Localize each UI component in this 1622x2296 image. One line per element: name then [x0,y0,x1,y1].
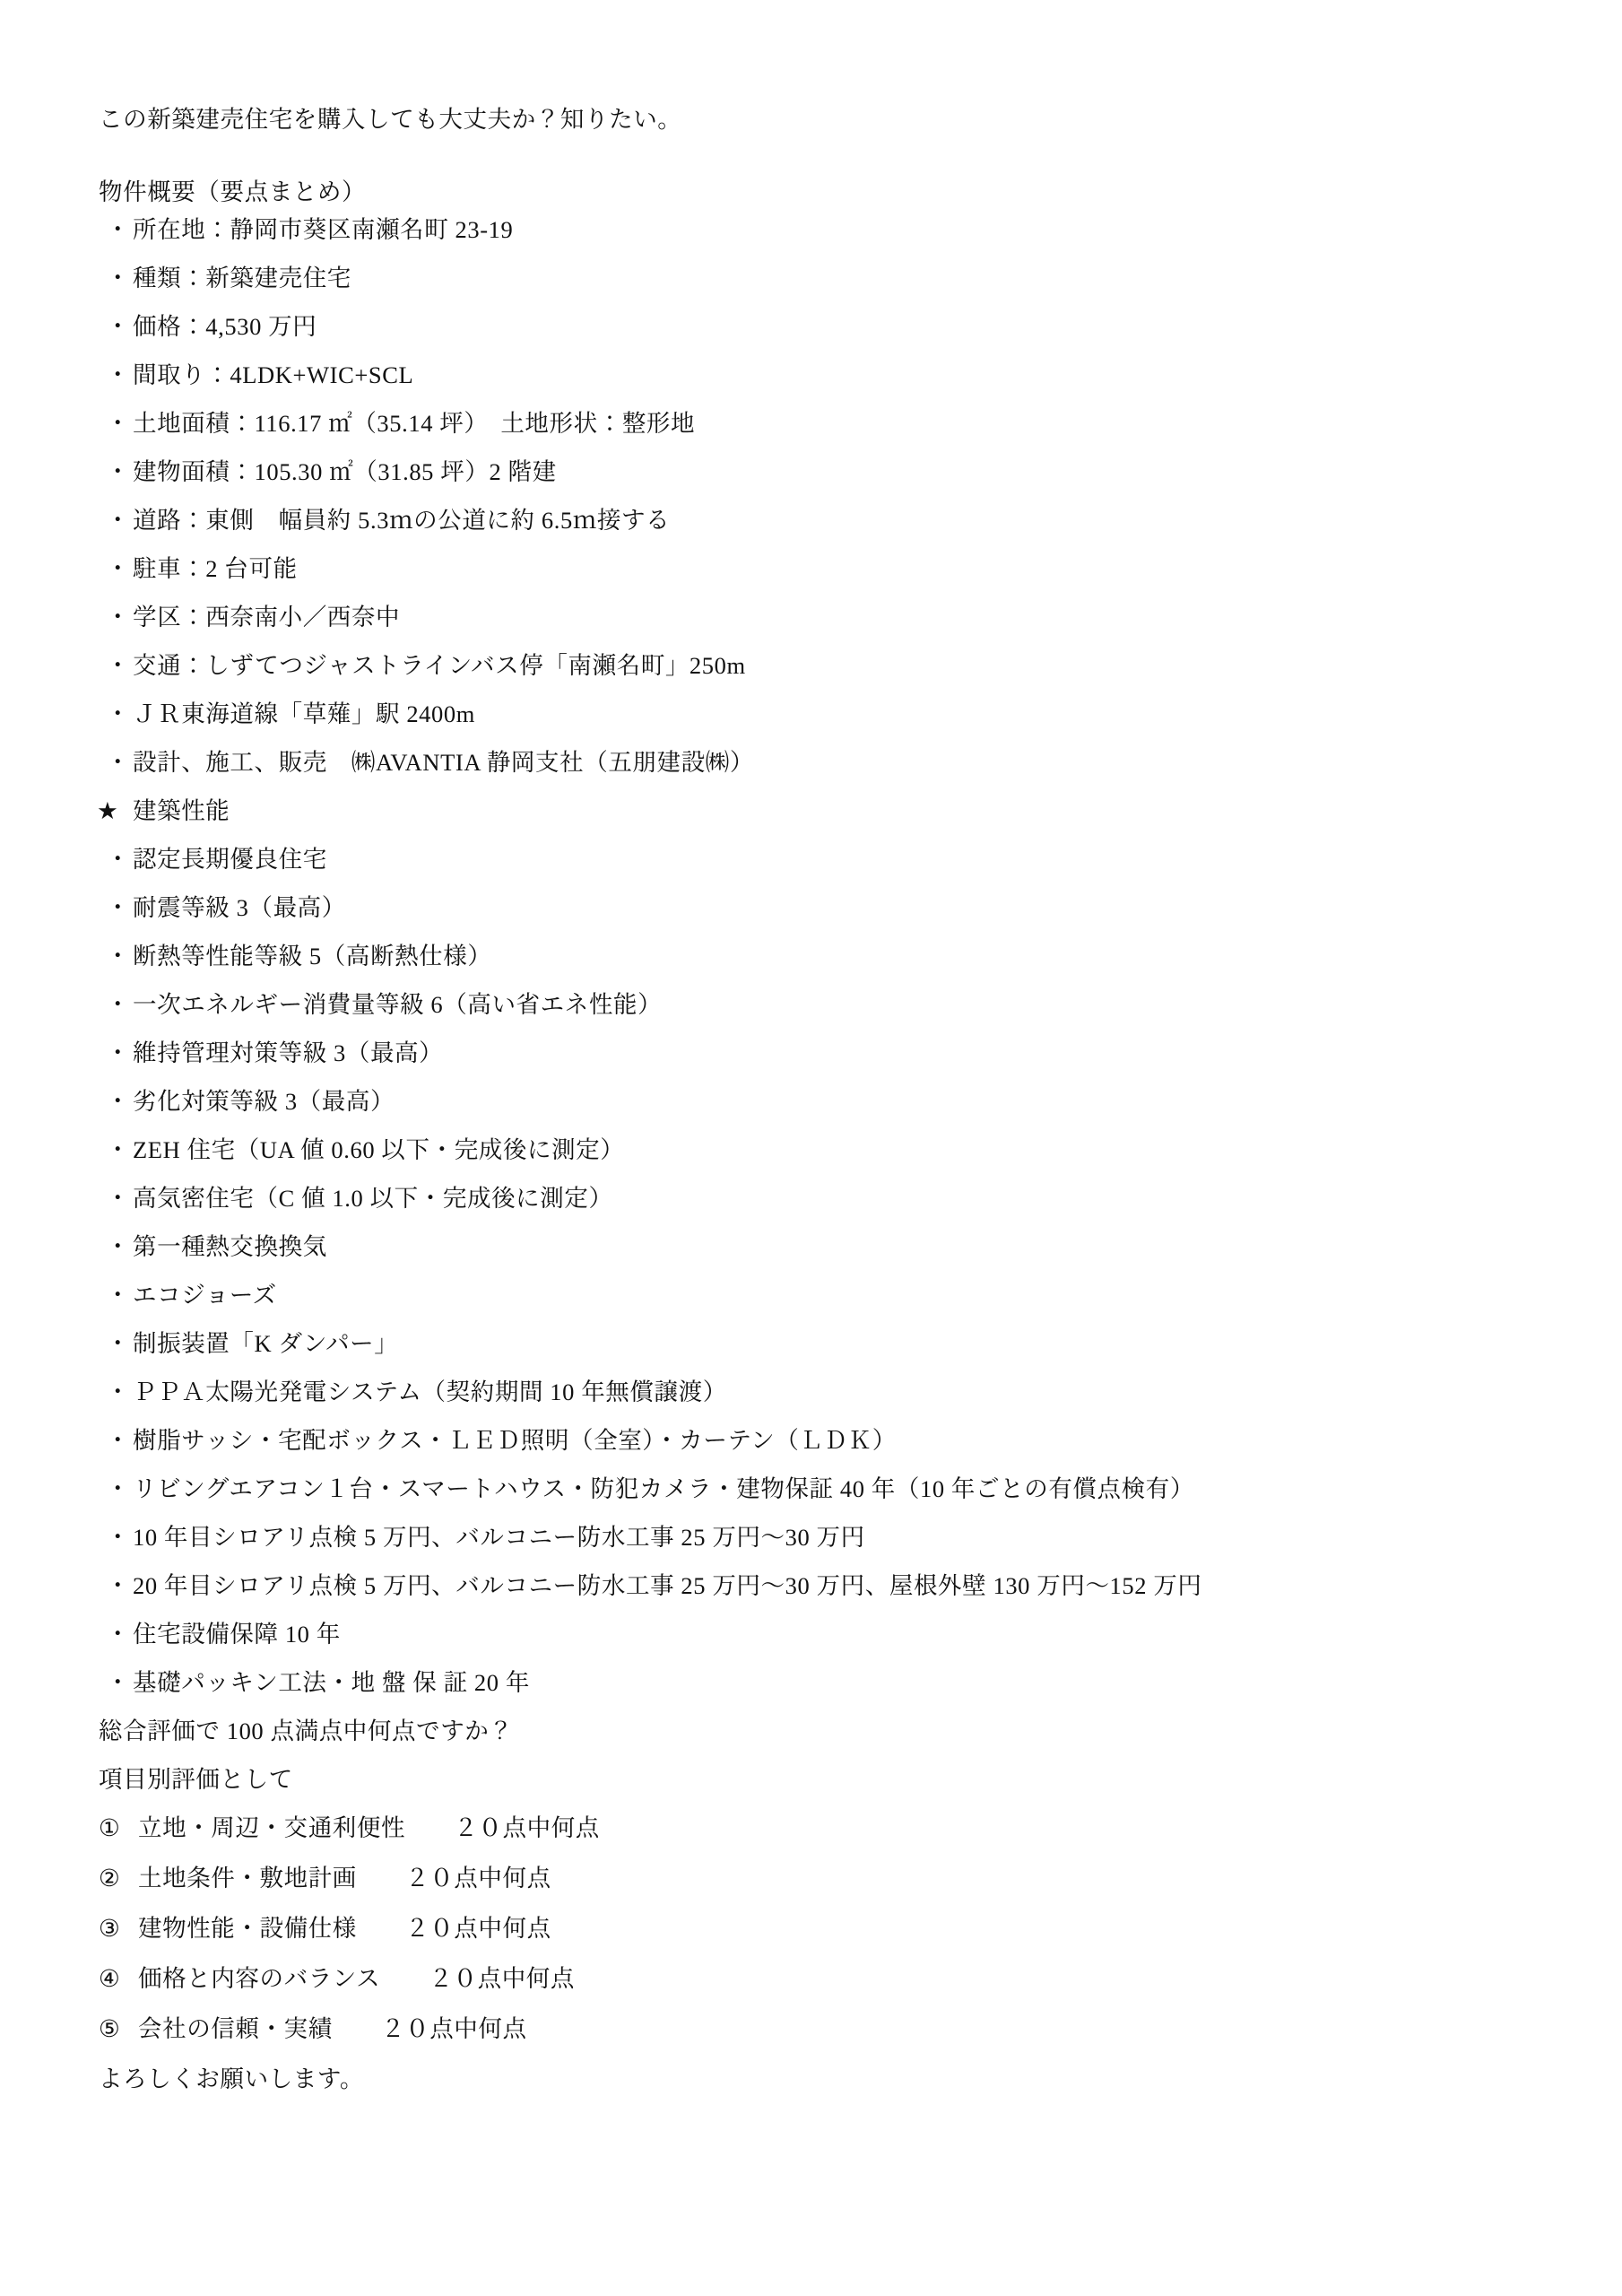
bullet-icon: ・ [106,846,131,873]
list-item-label: 建物性能・設備仕様 ２０点中何点 [138,1915,551,1942]
bullet-icon: ・ [106,1621,131,1648]
list-item-label: 学区：西奈南小／西奈中 [133,604,401,631]
criteria-list [97,1816,1519,2067]
list-item [97,460,1519,509]
list-item [97,1574,1519,1622]
list-item [97,363,1519,412]
list-item-label: ＰＰＡ太陽光発電システム（契約期間 10 年無償譲渡） [133,1378,727,1405]
list-item-label: 制振装置「K ダンパー」 [133,1330,399,1357]
list-item-label: 設計、施工、販売 ㈱AVANTIA 静岡支社（五朋建設㈱） [133,749,754,776]
intro-question: この新築建売住宅を購入しても大丈夫か？知りたい。 [99,106,682,133]
bullet-icon: ・ [106,991,131,1018]
bullet-icon: ・ [106,604,131,631]
list-item-label: 種類：新築建売住宅 [133,265,351,291]
list-item [97,1671,1519,1719]
list-item [97,509,1519,557]
list-item [97,1866,1519,1917]
list-item-label: 維持管理対策等級 3（最高） [133,1039,444,1066]
list-item [97,266,1519,315]
bullet-icon: ・ [106,1378,131,1405]
bullet-icon: ・ [106,1185,131,1212]
list-item [97,2017,1519,2067]
list-item [97,702,1519,751]
list-item-label: リビングエアコン１台・スマートハウス・防犯カメラ・建物保証 40 年（10 年ごとの有償点検有） [133,1475,1194,1502]
list-item-label: 高気密住宅（C 値 1.0 以下・完成後に測定） [133,1185,613,1212]
bullet-icon: ・ [106,507,131,534]
list-item [97,218,1519,266]
bullet-icon: ・ [106,700,131,727]
list-item [97,993,1519,1041]
number-marker: ⑤ [99,2015,121,2042]
bullet-icon: ・ [106,1427,131,1454]
list-item-label: 20 年目シロアリ点検 5 万円、バルコニー防水工事 25 万円～30 万円、屋根外壁 130 万円～152 万円 [133,1572,1202,1599]
bullet-icon: ・ [106,361,131,388]
list-item-label: 道路：東側 幅員約 5.3ｍの公道に約 6.5ｍ接する [133,507,671,534]
list-item [97,1332,1519,1380]
list-item-label: 第一種熱交換換気 [133,1233,327,1260]
total-score-question: 総合評価で 100 点満点中何点ですか？ [99,1718,514,1744]
list-item [97,944,1519,993]
property-overview-list [97,218,1519,799]
breakdown-label: 項目別評価として [99,1766,293,1793]
number-marker: ③ [99,1915,121,1942]
bullet-icon: ・ [106,1233,131,1260]
list-item-label: 会社の信頼・実績 ２０点中何点 [138,2015,527,2042]
list-item [97,315,1519,363]
list-item-label: エコジョーズ [133,1282,277,1309]
list-item [97,1187,1519,1235]
list-item-label: 所在地：静岡市葵区南瀬名町 23-19 [133,216,514,243]
list-item [97,1090,1519,1138]
bullet-icon: ・ [106,1136,131,1163]
list-item-label: 住宅設備保障 10 年 [133,1621,341,1648]
list-item [97,1429,1519,1477]
list-item [97,1283,1519,1332]
list-item [97,1816,1519,1866]
list-item [97,557,1519,605]
performance-heading [97,799,1519,848]
list-item-label: 建物面積：105.30 ㎡（31.85 坪）2 階建 [133,458,557,485]
bullet-icon: ・ [106,749,131,776]
bullet-icon: ・ [106,1669,131,1696]
number-marker: ① [99,1814,121,1841]
list-item [97,1477,1519,1526]
list-item-label: 間取り：4LDK+WIC+SCL [133,361,414,388]
questions-block [97,1719,1519,1816]
bullet-icon: ・ [106,1524,131,1551]
list-item [97,1526,1519,1574]
list-item [97,1967,1519,2017]
list-item [97,751,1519,799]
list-item [97,1041,1519,1090]
bullet-icon: ・ [106,265,131,291]
bullet-icon: ・ [106,1572,131,1599]
list-item [97,605,1519,654]
bullet-icon: ・ [106,458,131,485]
list-item [97,1235,1519,1283]
list-item-label: 価格：4,530 万円 [133,313,317,340]
bullet-icon: ・ [106,410,131,437]
bullet-icon: ・ [106,1088,131,1115]
list-item [97,654,1519,702]
closing-line: よろしくお願いします。 [99,2066,364,2092]
list-item [97,1380,1519,1429]
number-marker: ④ [99,1965,121,1992]
list-item [97,1138,1519,1187]
bullet-icon: ・ [106,216,131,243]
performance-heading-label: 建築性能 [133,797,230,824]
list-item-label: 駐車：2 台可能 [133,555,298,582]
list-item-label: 一次エネルギー消費量等級 6（高い省エネ性能） [133,991,663,1018]
list-item-label: 土地面積：116.17 ㎡（35.14 坪） 土地形状：整形地 [133,410,696,437]
bullet-icon: ・ [106,1039,131,1066]
list-item [97,412,1519,460]
list-item [97,1622,1519,1671]
number-marker: ② [99,1865,121,1892]
list-item-label: ZEH 住宅（UA 値 0.60 以下・完成後に測定） [133,1136,625,1163]
list-item-label: 10 年目シロアリ点検 5 万円、バルコニー防水工事 25 万円～30 万円 [133,1524,865,1551]
bullet-icon: ・ [106,1475,131,1502]
list-item-label: 耐震等級 3（最高） [133,894,346,921]
list-item [97,1917,1519,1967]
list-item-label: 交通：しずてつジャストラインバス停「南瀬名町」250m [133,652,746,679]
list-item-label: ＪＲ東海道線「草薙」駅 2400m [133,700,475,727]
bullet-icon: ・ [106,313,131,340]
list-item [97,896,1519,944]
list-item-label: 樹脂サッシ・宅配ボックス・ＬＥＤ照明（全室）・カーテン（ＬＤＫ） [133,1427,897,1454]
list-item-label: 土地条件・敷地計画 ２０点中何点 [138,1865,551,1892]
bullet-icon: ・ [106,943,131,970]
list-item-label: 認定長期優良住宅 [133,846,327,873]
overview-heading: 物件概要（要点まとめ） [99,178,367,205]
bullet-icon: ・ [106,555,131,582]
performance-section [97,799,1519,1719]
bullet-icon: ・ [106,652,131,679]
document-body [97,108,1519,2116]
bullet-icon: ・ [106,894,131,921]
list-item-label: 立地・周辺・交通利便性 ２０点中何点 [138,1814,600,1841]
bullet-icon: ・ [106,1282,131,1309]
list-item-label: 劣化対策等級 3（最高） [133,1088,395,1115]
list-item-label: 価格と内容のバランス ２０点中何点 [138,1965,576,1992]
list-item [97,848,1519,896]
list-item-label: 断熱等性能等級 5（高断熱仕様） [133,943,492,970]
list-item-label: 基礎パッキン工法・地 盤 保 証 20 年 [133,1669,530,1696]
bullet-icon: ・ [106,1330,131,1357]
star-icon: ★ [97,797,119,824]
